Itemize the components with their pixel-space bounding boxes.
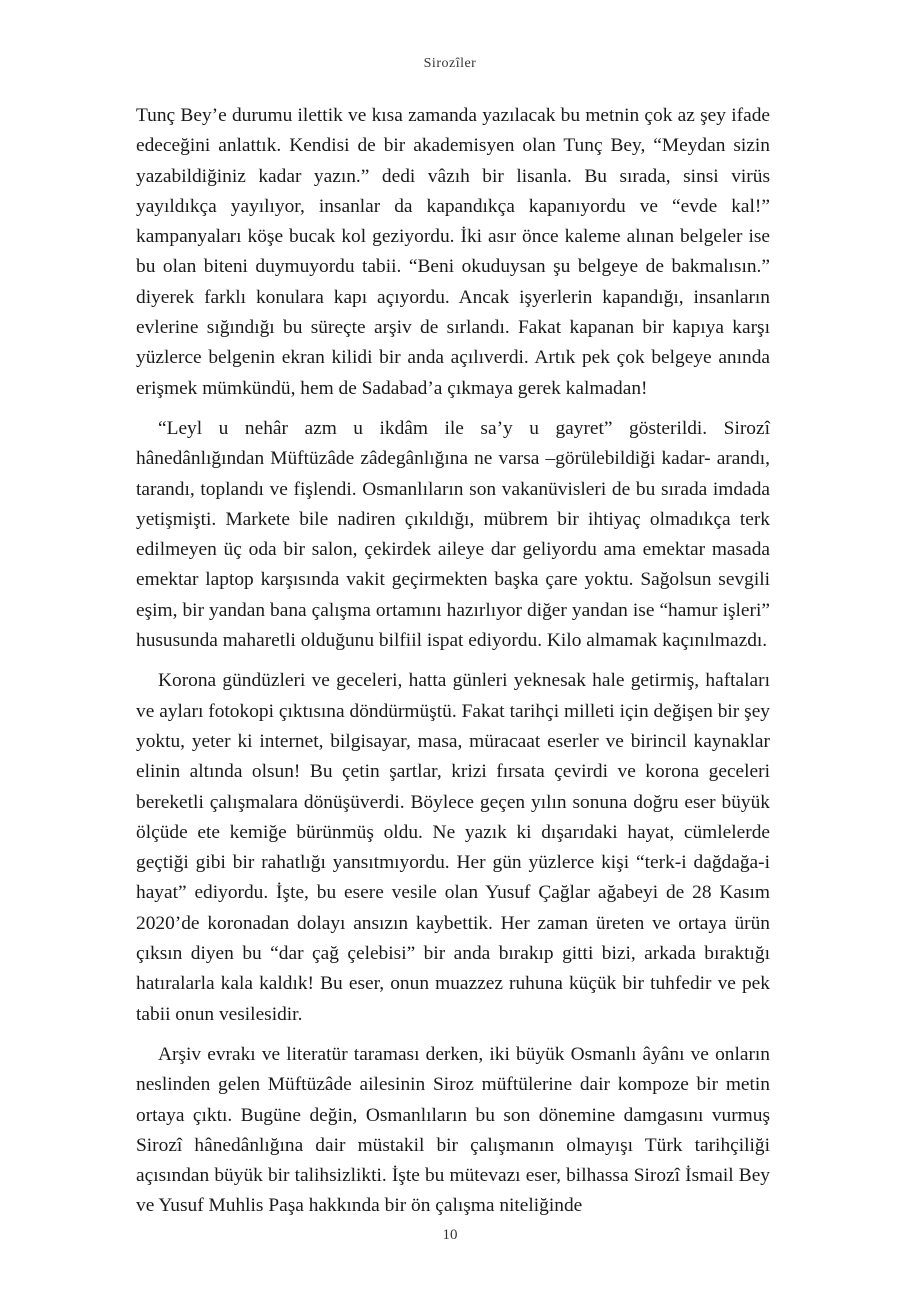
page-number: 10	[442, 1227, 458, 1243]
body-text	[136, 101, 770, 1232]
running-head: Sirozîler	[423, 56, 477, 71]
paragraph-1: Tunç Bey’e durumu ilettik ve kısa zamanda yazılacak bu metnin çok az şey ifade edeceğini anlattık. Kendisi de bir akademisyen olan Tunç Bey, “Meydan sizin yazabildiğiniz kadar yazın.” dedi vâzıh bir lisanla. Bu sırada, sinsi virüs yayıldıkça yayılıyor, insanlar da kapandıkça kapanıyordu ve “evde kal!” kampanyaları köşe bucak kol geziyordu. İki asır önce kaleme alınan belgeler ise bu olan biteni duymuyordu tabii. “Beni okuduysan şu belgeye de bakmalısın.” diyerek farklı konulara kapı açıyordu. Ancak işyerlerin kapandığı, insanların evlerine sığındığı bu süreçte arşiv de sırlandı. Fakat kapanan bir kapıya karşı yüzlerce belgenin ekran kilidi bir anda açılıverdi. Artık pek çok belgeye anında erişmek mümkündü, hem de Sadabad’a çıkmaya gerek kalmadan!	[136, 105, 770, 399]
paragraph-2: “Leyl u nehâr azm u ikdâm ile sa’y u gayret” gösterildi. Sirozî hânedânlığından Müftüzâde zâdegânlığına ne varsa –görülebildiği kadar- arandı, tarandı, toplandı ve fişlendi. Osmanlıların son vakanüvisleri de bu sırada imdada yetişmişti. Markete bile nadiren çıkıldığı, mübrem bir ihtiyaç olmadıkça terk edilmeyen üç oda bir salon, çekirdek aileye dar geliyordu ama emektar masada emektar laptop karşısında vakit geçirmekten başka çare yoktu. Sağolsun sevgili eşim, bir yandan bana çalışma ortamını hazırlıyor diğer yandan ise “hamur işleri” hususunda maharetli olduğunu bilfiil ispat ediyordu. Kilo almamak kaçınılmazdı.	[136, 417, 770, 652]
paragraph-3: Korona gündüzleri ve geceleri, hatta günleri yeknesak hale getirmiş, haftaları ve ayları fotokopi çıktısına döndürmüştü. Fakat tarihçi milleti için değişen bir şey yoktu, yeter ki internet, bilgisayar, masa, müracaat eserler ve birincil kaynaklar elinin altında olsun! Bu çetin şartlar, krizi fırsata çevirdi ve korona geceleri bereketli çalışmalara dönüşüverdi. Böylece geçen yılın sonuna doğru eser büyük ölçüde ete kemiğe bürünmüş oldu. Ne yazık ki dışarıdaki hayat, cümlelerde geçtiği gibi bir rahatlığı yansıtmıyordu. Her gün yüzlerce kişi “terk-i dağdağa-i hayat” ediyordu. İşte, bu esere vesile olan Yusuf Çağlar ağabeyi de 28 Kasım 2020’de koronadan dolayı ansızın kaybettik. Her zaman üreten ve ortaya ürün çıksın diyen bu “dar çağ çelebisi” bir anda bırakıp gitti bizi, arkada bıraktığı hatıralarla kala kaldık! Bu eser, onun muazzez ruhuna küçük bir tuhfedir ve pek tabii onun vesilesidir.	[136, 670, 770, 1025]
paragraph-4: Arşiv evrakı ve literatür taraması derken, iki büyük Osmanlı âyânı ve onların neslinden gelen Müftüzâde ailesinin Siroz müftülerine dair kompoze bir metin ortaya çıktı. Bugüne değin, Osmanlıların bu son dönemine damgasını vurmuş Sirozî hânedânlığına dair müstakil bir çalışmanın olmayışı Türk tarihçiliği açısından büyük bir talihsizlikti. İşte bu mütevazı eser, bilhassa Sirozî İsmail Bey ve Yusuf Muhlis Paşa hakkında bir ön çalışma niteliğinde	[136, 1043, 770, 1217]
